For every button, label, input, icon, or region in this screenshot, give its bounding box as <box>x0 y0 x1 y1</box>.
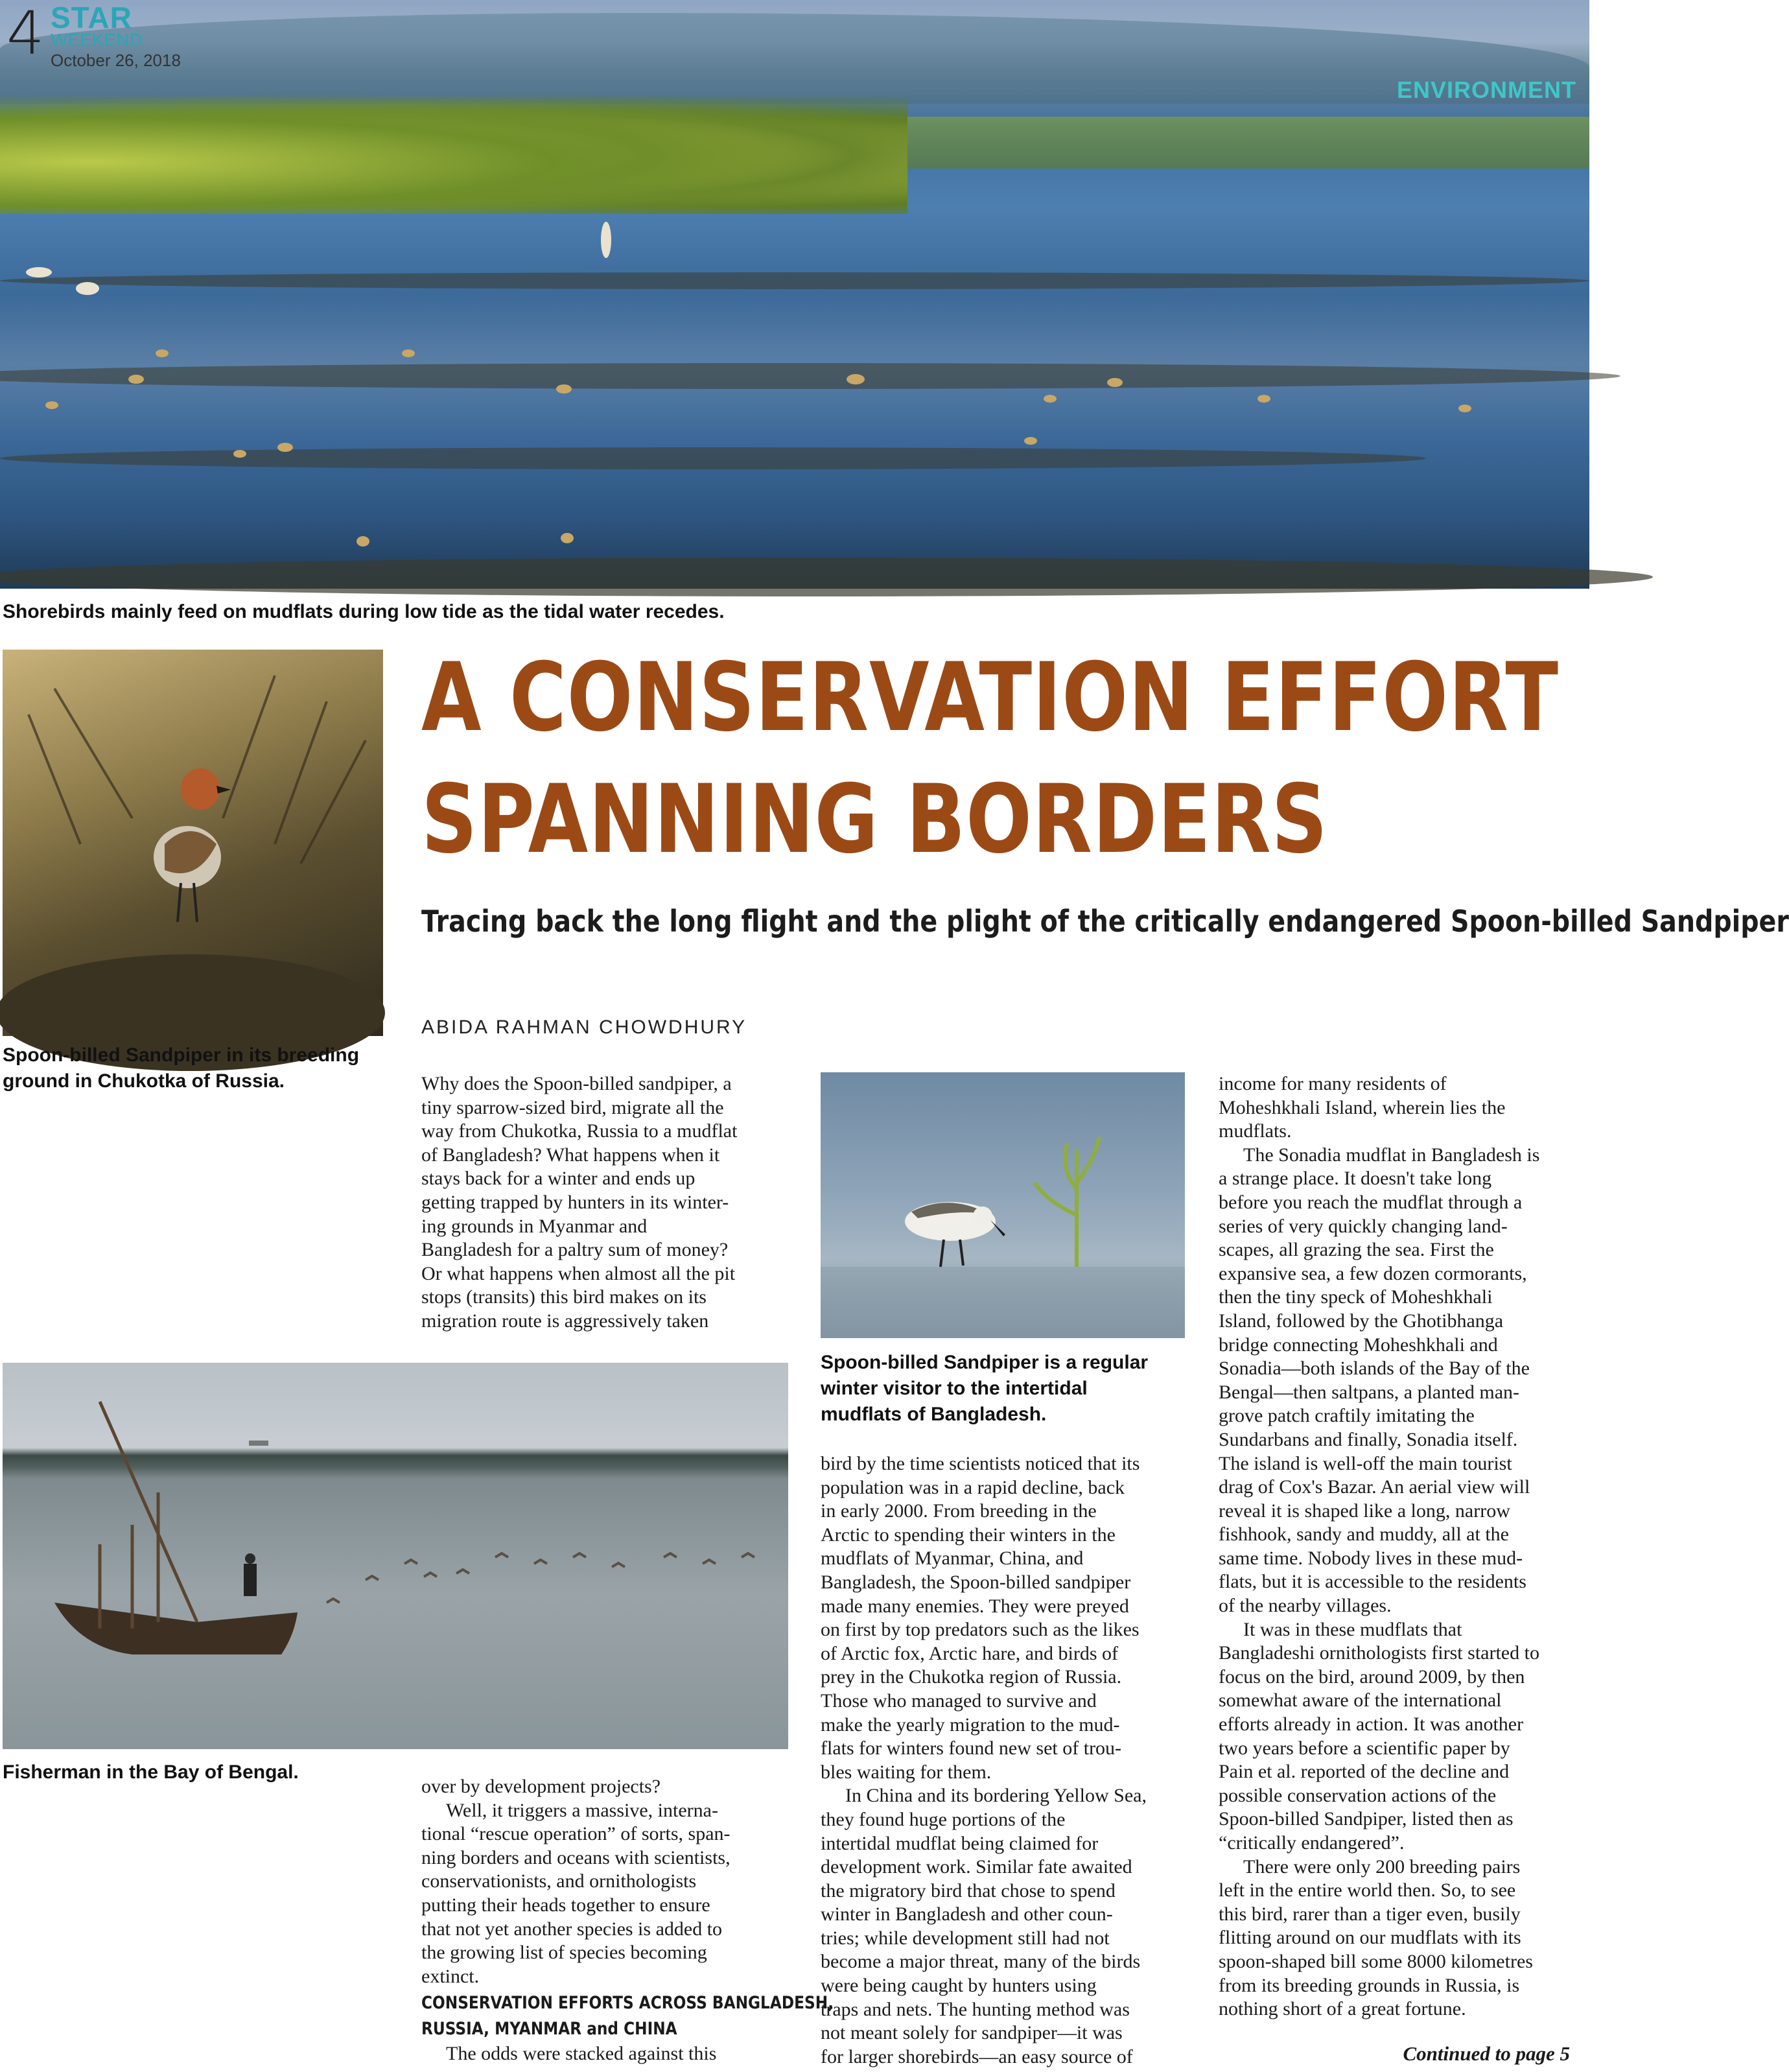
text-line: make the yearly migration to the mud- <box>821 1713 1120 1736</box>
text-line: the growing list of species becoming <box>421 1942 707 1964</box>
byline: ABIDA RAHMAN CHOWDHURY <box>421 1017 747 1038</box>
column-2 <box>821 1452 1190 2069</box>
text-line: The island is well-off the main tourist <box>1219 1452 1512 1474</box>
text-line: It was in these mudflats that <box>1243 1618 1462 1640</box>
text-line: mudflats. <box>1219 1120 1292 1142</box>
text-line: income for many residents of <box>1219 1073 1447 1094</box>
continued-link[interactable]: Continued to page 5 <box>1403 2042 1570 2065</box>
winter-caption-line3: mudflats of Bangladesh. <box>821 1404 1047 1425</box>
text-line: drag of Cox's Bazar. An aerial view will <box>1219 1476 1530 1498</box>
text-line: Arctic to spending their winters in the <box>821 1524 1116 1546</box>
text-line: winter in Bangladesh and other coun- <box>821 1903 1113 1925</box>
subhead-line1: CONSERVATION EFFORTS ACROSS BANGLADESH, <box>421 1993 834 2013</box>
text-line: In China and its bordering Yellow Sea, <box>845 1785 1147 1807</box>
text-line: of the nearby villages. <box>1219 1595 1392 1617</box>
text-line: for larger shorebirds—an easy source of <box>821 2045 1133 2067</box>
text-line: this bird, rarer than a tiger even, busily <box>1219 1903 1521 1925</box>
text-line: over by development projects? <box>421 1776 661 1797</box>
text-line: before you reach the mudflat through a <box>1219 1191 1523 1213</box>
winter-caption-line1: Spoon-billed Sandpiper is a regular <box>821 1352 1149 1373</box>
text-line: way from Chukotka, Russia to a mudflat <box>421 1120 738 1142</box>
text-line: Spoon-billed Sandpiper, listed then as <box>1219 1808 1514 1830</box>
text-line: left in the entire world then. So, to see <box>1219 1879 1516 1901</box>
text-line: Those who managed to survive and <box>821 1689 1097 1712</box>
text-line: from its breeding grounds in Russia, is <box>1219 1974 1520 1996</box>
text-line: putting their heads together to ensure <box>421 1894 710 1916</box>
text-line: the migratory bird that chose to spend <box>821 1879 1116 1901</box>
text-line: two years before a scientific paper by <box>1219 1737 1510 1759</box>
hero-photo-mudflat <box>0 0 1589 589</box>
text-line: mudflats of Myanmar, China, and <box>821 1548 1084 1570</box>
text-line: somewhat aware of the international <box>1219 1689 1502 1712</box>
text-line: not meant solely for sandpiper—it was <box>821 2022 1123 2044</box>
text-line: become a major threat, many of the birds <box>821 1951 1141 1973</box>
text-line: migration route is aggressively taken <box>421 1310 709 1332</box>
text-line: Pain et al. reported of the decline and <box>1219 1761 1510 1783</box>
text-line: getting trapped by hunters in its winter- <box>421 1191 729 1213</box>
text-line: focus on the bird, around 2009, by then <box>1219 1666 1525 1688</box>
text-line: Bangladeshi ornithologists first started to <box>1219 1642 1539 1664</box>
text-line: spoon-shaped bill some 8000 kilometres <box>1219 1950 1533 1972</box>
text-line: Bangladesh for a paltry sum of money? <box>421 1239 729 1261</box>
photo-sandpiper-breeding <box>3 650 383 1036</box>
text-line: “critically endangered”. <box>1219 1832 1405 1854</box>
text-line: bird by the time scientists noticed that its <box>821 1453 1140 1474</box>
photo-sandpiper-mudflat <box>821 1072 1185 1338</box>
text-line: Bengal—then saltpans, a planted man- <box>1219 1381 1520 1403</box>
text-line: Sundarbans and finally, Sonadia itself. <box>1219 1428 1518 1450</box>
column-1-top <box>421 1072 791 1334</box>
text-line: extinct. <box>421 1965 480 1987</box>
boat-illustration <box>3 1363 788 1749</box>
text-line: ing grounds in Myanmar and <box>421 1215 648 1237</box>
text-line: tries; while development still had not <box>821 1927 1110 1949</box>
text-line: a strange place. It doesn't take long <box>1219 1168 1492 1190</box>
text-line: stops (transits) this bird makes on its <box>421 1286 707 1308</box>
text-line: Well, it triggers a massive, interna- <box>446 1799 718 1821</box>
text-line: ning borders and oceans with scientists, <box>421 1846 731 1868</box>
text-line: There were only 200 breeding pairs <box>1243 1855 1521 1878</box>
text-line: Bangladesh, the Spoon-billed sandpiper <box>821 1571 1131 1593</box>
text-line: Why does the Spoon-billed sandpiper, a <box>421 1073 732 1094</box>
text-line: intertidal mudflat being claimed for <box>821 1832 1099 1854</box>
text-line: flats for winters found new set of trou- <box>821 1737 1122 1760</box>
text-line: Or what happens when almost all the pit <box>421 1262 736 1284</box>
text-line: nothing short of a great fortune. <box>1219 1998 1466 2020</box>
column-3 <box>1219 1072 1585 2021</box>
text-line: in early 2000. From breeding in the <box>821 1500 1097 1522</box>
boat-caption: Fisherman in the Bay of Bengal. <box>3 1761 299 1783</box>
text-line: fishhook, sandy and muddy, all at the <box>1219 1524 1509 1546</box>
winter-caption-line2: winter visitor to the intertidal <box>821 1378 1088 1399</box>
sandpiper-illustration <box>3 650 383 1036</box>
text-line: of Arctic fox, Arctic hare, and birds of <box>821 1642 1119 1664</box>
text-line: prey in the Chukotka region of Russia. <box>821 1666 1122 1688</box>
photo-fisherman-boat <box>3 1363 788 1749</box>
text-line: bles waiting for them. <box>821 1761 992 1783</box>
text-line: tiny sparrow-sized bird, migrate all the <box>421 1096 724 1118</box>
text-line: expansive sea, a few dozen cormorants, <box>1219 1262 1527 1284</box>
text-line: conservationists, and ornithologists <box>421 1870 697 1892</box>
column-1-bottom <box>421 1775 791 1988</box>
text-line: reveal it is shaped like a long, narrow <box>1219 1500 1510 1522</box>
text-line: The Sonadia mudflat in Bangladesh is <box>1243 1144 1540 1166</box>
brand-sub: WEEKEND <box>51 30 143 50</box>
headline <box>421 637 1559 880</box>
text-line: population was in a rapid decline, back <box>821 1476 1125 1498</box>
shorebirds <box>0 0 1589 589</box>
text-line: grove patch craftily imitating the <box>1219 1405 1475 1427</box>
brand-logo: STAR <box>51 1 132 34</box>
text-line: flats, but it is accessible to the residents <box>1219 1571 1526 1593</box>
subhead-line2: RUSSIA, MYANMAR and CHINA <box>421 2019 677 2039</box>
hero-caption: Shorebirds mainly feed on mudflats during low tide as the tidal water recedes. <box>3 601 725 622</box>
text-line: scapes, all grazing the sea. First the <box>1219 1239 1494 1261</box>
text-line: were being caught by hunters using <box>821 1975 1097 1997</box>
text-line: bridge connecting Moheshkhali and <box>1219 1334 1498 1356</box>
headline-line2: SPANNING BORDERS <box>421 764 1328 875</box>
section-tag: ENVIRONMENT <box>1396 77 1576 103</box>
headline-line1: A CONSERVATION EFFORT <box>421 642 1559 753</box>
text-line: then the tiny speck of Moheshkhali <box>1219 1286 1493 1308</box>
text-line: same time. Nobody lives in these mud- <box>1219 1547 1523 1569</box>
deck: Tracing back the long flight and the plight of the critically endangered Spoon-billed Sandpiper <box>421 904 1789 939</box>
text-line: series of very quickly changing land- <box>1219 1215 1508 1237</box>
sandpiper-caption-line1: Spoon-billed Sandpiper in its breeding <box>3 1044 360 1066</box>
text-line: made many enemies. They were preyed <box>821 1595 1129 1617</box>
text-line: development work. Similar fate awaited <box>821 1856 1132 1878</box>
text-line: Moheshkhali Island, wherein lies the <box>1219 1096 1506 1118</box>
column-1-last-line: The odds were stacked against this <box>446 2043 717 2064</box>
text-line: traps and nets. The hunting method was <box>821 1998 1130 2020</box>
text-line: on first by top predators such as the likes <box>821 1619 1140 1641</box>
text-line: that not yet another species is added to <box>421 1918 723 1940</box>
text-line: tional “rescue operation” of sorts, span- <box>421 1823 731 1845</box>
text-line: possible conservation actions of the <box>1219 1784 1497 1806</box>
text-line: stays back for a winter and ends up <box>421 1168 696 1190</box>
text-line: flitting around on our mudflats with its <box>1219 1927 1521 1949</box>
issue-date: October 26, 2018 <box>51 51 181 70</box>
sandpiper-mudflat-illustration <box>821 1072 1185 1338</box>
page-number: 4 <box>6 0 45 68</box>
text-line: of Bangladesh? What happens when it <box>421 1144 720 1166</box>
text-line: efforts already in action. It was another <box>1219 1713 1524 1736</box>
text-line: Sonadia—both islands of the Bay of the <box>1219 1358 1530 1380</box>
text-line: Island, followed by the Ghotibhanga <box>1219 1310 1504 1332</box>
text-line: they found huge portions of the <box>821 1808 1066 1830</box>
sandpiper-caption-line2: ground in Chukotka of Russia. <box>3 1070 285 1092</box>
